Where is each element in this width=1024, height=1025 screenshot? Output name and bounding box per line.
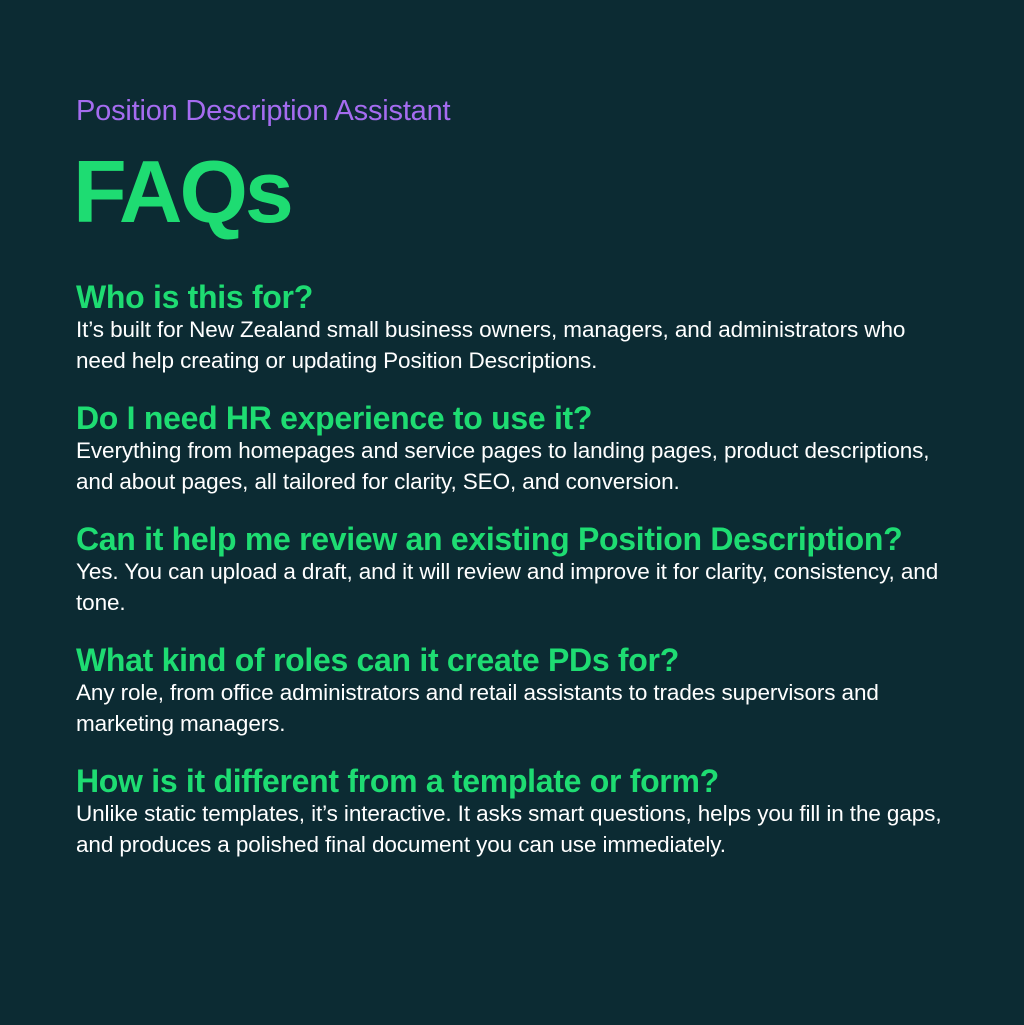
faq-item-who-is-this-for bbox=[76, 279, 948, 376]
faq-answer: Unlike static templates, it’s interactive. It asks smart questions, helps you fill in the gaps, and produces a polished final document you can use immediately. bbox=[76, 801, 942, 857]
faq-item-roles bbox=[76, 642, 948, 739]
faq-question: What kind of roles can it create PDs for? bbox=[76, 642, 679, 678]
faq-question: How is it different from a template or form? bbox=[76, 763, 719, 799]
faq-question: Do I need HR experience to use it? bbox=[76, 400, 593, 436]
faq-answer: Any role, from office administrators and retail assistants to trades supervisors and marketing managers. bbox=[76, 680, 879, 736]
faq-answer: It’s built for New Zealand small business owners, managers, and administrators who need help creating or updating Position Descriptions. bbox=[76, 317, 906, 373]
faq-answer: Yes. You can upload a draft, and it will review and improve it for clarity, consistency, and tone. bbox=[76, 559, 939, 615]
faq-item-vs-template bbox=[76, 763, 948, 860]
faq-question: Who is this for? bbox=[76, 279, 313, 315]
page-title: FAQs bbox=[73, 142, 291, 241]
page-subtitle: Position Description Assistant bbox=[76, 95, 451, 127]
faq-question: Can it help me review an existing Position Description? bbox=[76, 521, 903, 557]
faq-item-hr-experience bbox=[76, 400, 948, 497]
faq-list bbox=[76, 279, 948, 860]
faq-item-review-existing bbox=[76, 521, 948, 618]
faq-answer: Everything from homepages and service pages to landing pages, product descriptions, and about pages, all tailored for clarity, SEO, and conversion. bbox=[76, 438, 930, 494]
